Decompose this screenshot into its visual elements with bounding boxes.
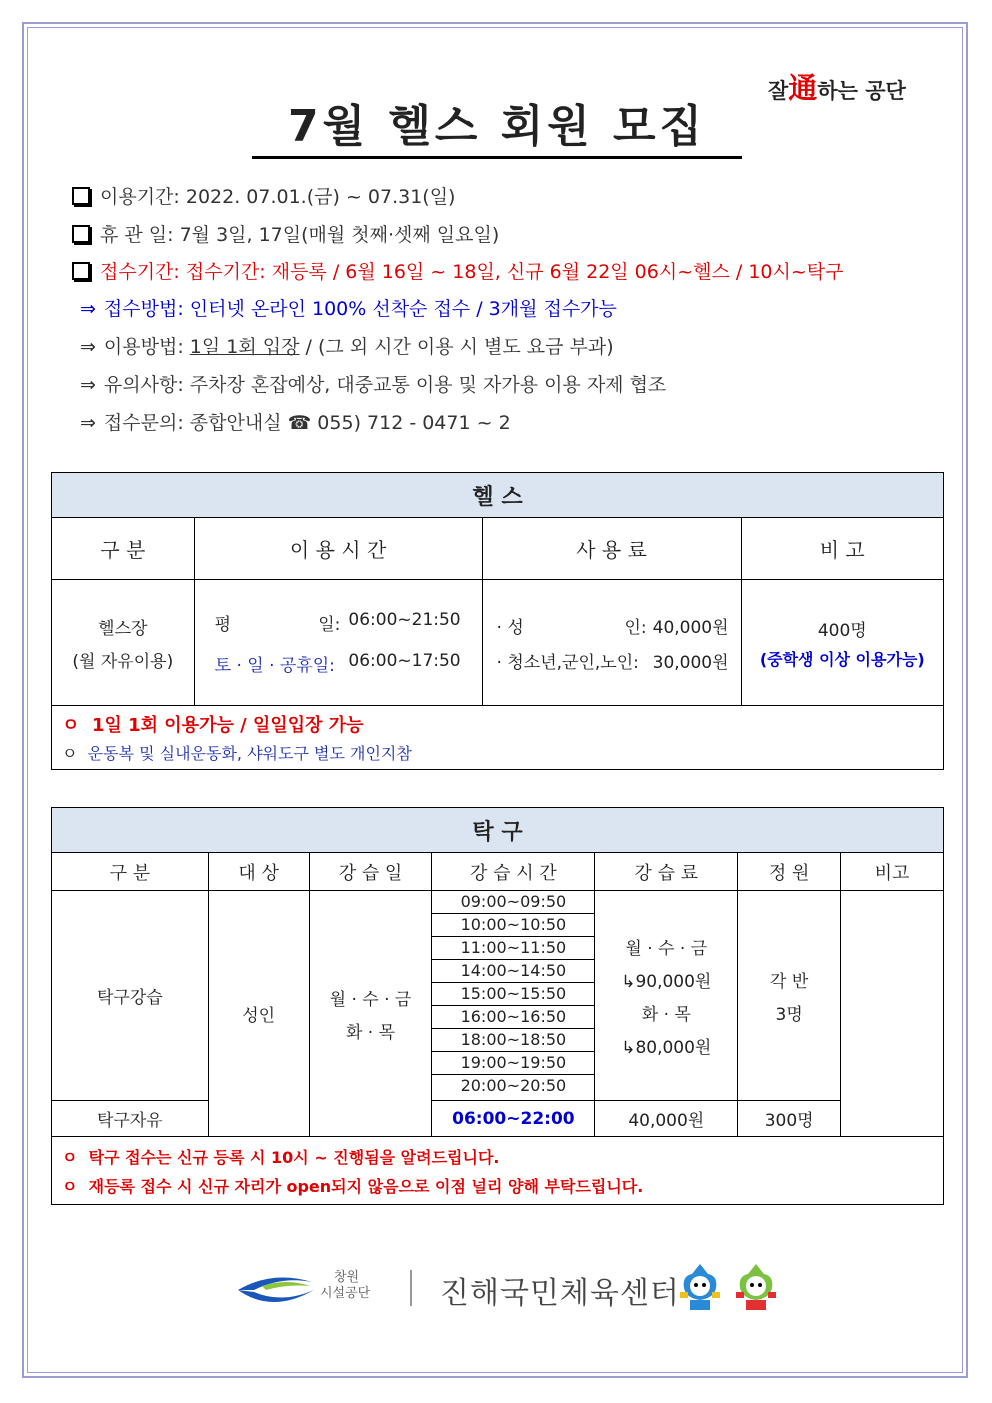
fee-youth: 30,000원 <box>652 652 729 673</box>
fee-youth-label: · 청소년,군인,노인: <box>496 652 639 673</box>
pingpong-table-title: 탁 구 <box>52 808 944 853</box>
mascot-green-icon <box>732 1260 780 1314</box>
pp-capacity-2: 3명 <box>775 1004 803 1025</box>
info-closed-text: 휴 관 일: 7월 3일, 17일(매월 첫째·셋째 일요일) <box>100 224 500 246</box>
pp-col-remark: 비고 <box>841 853 944 891</box>
pp-capacity-1: 각 반 <box>770 971 809 992</box>
info-usage-post: / (그 외 시간 이용 시 별도 요금 부과) <box>299 336 614 358</box>
arrow-icon: ⇒ <box>80 412 96 434</box>
pp-notes <box>52 1137 944 1205</box>
footer-divider <box>410 1270 412 1306</box>
fee-youth-row <box>497 648 729 673</box>
info-period <box>72 182 455 209</box>
arrow-icon: ⇒ <box>80 374 96 396</box>
pp-time-slot: 10:00~10:50 <box>432 914 594 937</box>
health-table <box>51 472 944 770</box>
fee-adult-label-end: 인: <box>624 617 647 638</box>
health-col-category: 구 분 <box>52 518 195 580</box>
pp-free-time: 06:00~22:00 <box>432 1101 595 1137</box>
pp-time-slot: 09:00~09:50 <box>432 891 594 914</box>
pp-col-time: 강 습 시 간 <box>432 853 595 891</box>
center-name: 진해국민체육센터 <box>440 1276 680 1311</box>
org-name <box>320 1270 370 1302</box>
org-name-2: 시설공단 <box>320 1286 371 1301</box>
pp-free-fee: 40,000원 <box>595 1101 738 1137</box>
weekday-label-end: 일: <box>318 614 341 635</box>
fee-adult-label: · 성 <box>496 617 524 638</box>
info-method-text: 접수방법: 인터넷 온라인 100% 선착순 접수 / 3개월 접수가능 <box>103 298 617 320</box>
checkbox-icon <box>72 262 90 280</box>
health-fee-cell <box>482 580 741 706</box>
pp-col-target: 대 상 <box>208 853 309 891</box>
pp-capacity-cell <box>738 891 841 1101</box>
fee-adult-row <box>497 613 729 638</box>
info-inquiry-pre: 접수문의: 종합안내실 <box>103 412 288 434</box>
pp-fee-mwf: 월 · 수 · 금 <box>625 938 708 959</box>
pp-free-capacity: 300명 <box>738 1101 841 1137</box>
health-note-2-text: 운동복 및 실내운동화, 샤워도구 별도 개인지참 <box>87 744 412 763</box>
health-col-remark: 비 고 <box>741 518 944 580</box>
checkbox-icon <box>72 187 90 205</box>
pp-time-slot: 11:00~11:50 <box>432 937 594 960</box>
pp-note-1-text: 탁구 접수는 신규 등록 시 10시 ~ 진행됨을 알려드립니다. <box>88 1147 500 1167</box>
pp-col-days: 강 습 일 <box>309 853 432 891</box>
info-inquiry <box>72 408 511 435</box>
page-title: 7월 헬스 회원 모집 <box>252 90 742 159</box>
health-category: 헬스장 <box>98 618 148 639</box>
pp-lesson-label: 탁구강습 <box>52 891 209 1101</box>
org-name-1: 창원 <box>334 1270 360 1285</box>
health-category-cell <box>52 580 195 706</box>
pp-time-slot: 20:00~20:50 <box>460 1076 567 1095</box>
bullet-icon: ㅇ <box>62 1176 78 1196</box>
pp-remark-cell <box>841 891 944 1137</box>
info-caution-text: 유의사항: 주차장 혼잡예상, 대중교통 이용 및 자가용 이용 자제 협조 <box>103 374 667 396</box>
phone-icon: ☎ <box>287 412 312 434</box>
pp-target: 성인 <box>208 891 309 1137</box>
pp-times-cell <box>432 891 595 1101</box>
health-capacity: 400명 <box>817 620 867 641</box>
health-note-2 <box>62 741 943 764</box>
org-logo-icon <box>232 1268 318 1310</box>
pp-note-2-text: 재등록 접수 시 신규 자리가 open되지 않음으로 이점 널리 양해 부탁드립니다. <box>88 1176 644 1196</box>
slogan-accent: 通 <box>788 71 818 105</box>
bullet-icon: ㅇ <box>62 715 80 736</box>
info-period-text: 이용기간: 2022. 07.01.(금) ~ 07.31(일) <box>100 186 456 208</box>
health-remark-cell <box>741 580 944 706</box>
slogan-post: 하는 공단 <box>817 79 906 103</box>
pp-fee-cell <box>595 891 738 1101</box>
checkbox-icon <box>72 225 90 243</box>
info-closed <box>72 220 499 247</box>
pp-fee-tt: 화 · 목 <box>641 1004 691 1025</box>
weekend-time: 06:00~17:50 <box>348 650 461 671</box>
fee-adult: 40,000원 <box>652 617 729 638</box>
health-table-title: 헬 스 <box>52 473 944 518</box>
pp-time-slot: 15:00~15:50 <box>432 983 594 1006</box>
info-method <box>72 294 617 321</box>
slogan-pre: 잘 <box>768 79 789 103</box>
health-category-sub: (월 자유이용) <box>72 651 174 672</box>
info-usage <box>72 332 614 359</box>
pp-time-slot: 14:00~14:50 <box>432 960 594 983</box>
pp-days-1: 월 · 수 · 금 <box>329 989 412 1010</box>
health-note-1 <box>62 711 943 737</box>
health-remark: (중학생 이상 이용가능) <box>759 649 925 669</box>
info-reception-text: 접수기간: 접수기간: 재등록 / 6월 16일 ~ 18일, 신규 6월 22일 06시~헬스 / 10시~탁구 <box>100 261 844 283</box>
pingpong-table <box>51 807 944 1205</box>
pp-days-cell <box>309 891 432 1137</box>
pp-fee-mwf-amount: ↳90,000원 <box>621 971 712 992</box>
pp-col-fee: 강 습 료 <box>595 853 738 891</box>
weekday-time: 06:00~21:50 <box>348 609 461 630</box>
arrow-icon: ⇒ <box>80 336 96 358</box>
pp-note-2 <box>62 1174 943 1197</box>
health-notes <box>52 706 944 770</box>
pp-col-category: 구 분 <box>52 853 209 891</box>
pp-time-slot: 18:00~18:50 <box>432 1029 594 1052</box>
footer <box>232 1262 792 1322</box>
pp-time-slot: 16:00~16:50 <box>432 1006 594 1029</box>
pp-days-2: 화 · 목 <box>345 1022 396 1043</box>
mascot-blue-icon <box>676 1260 724 1314</box>
slogan <box>768 66 906 107</box>
health-note-1-text: 1일 1회 이용가능 / 일일입장 가능 <box>91 715 364 736</box>
weekend-label: 토 · 일 · 공휴일: <box>214 655 335 676</box>
info-caution <box>72 370 666 397</box>
weekend-row <box>215 651 461 676</box>
info-usage-pre: 이용방법: <box>103 336 190 358</box>
bullet-icon: ㅇ <box>62 744 78 763</box>
info-inquiry-post: 055) 712 - 0471 ~ 2 <box>311 412 511 434</box>
arrow-icon: ⇒ <box>80 298 96 320</box>
health-col-time: 이 용 시 간 <box>194 518 482 580</box>
bullet-icon: ㅇ <box>62 1147 78 1167</box>
health-time-cell <box>194 580 482 706</box>
health-col-fee: 사 용 료 <box>482 518 741 580</box>
pp-free-label: 탁구자유 <box>52 1101 209 1137</box>
pp-fee-tt-amount: ↳80,000원 <box>621 1037 712 1058</box>
weekday-row <box>215 610 461 635</box>
info-reception <box>72 257 843 284</box>
pp-time-slot: 19:00~19:50 <box>432 1052 594 1075</box>
pp-note-1 <box>62 1145 943 1168</box>
weekday-label: 평 <box>214 614 232 635</box>
info-usage-underlined: 1일 1회 입장 <box>189 336 300 358</box>
pp-col-capacity: 정 원 <box>738 853 841 891</box>
